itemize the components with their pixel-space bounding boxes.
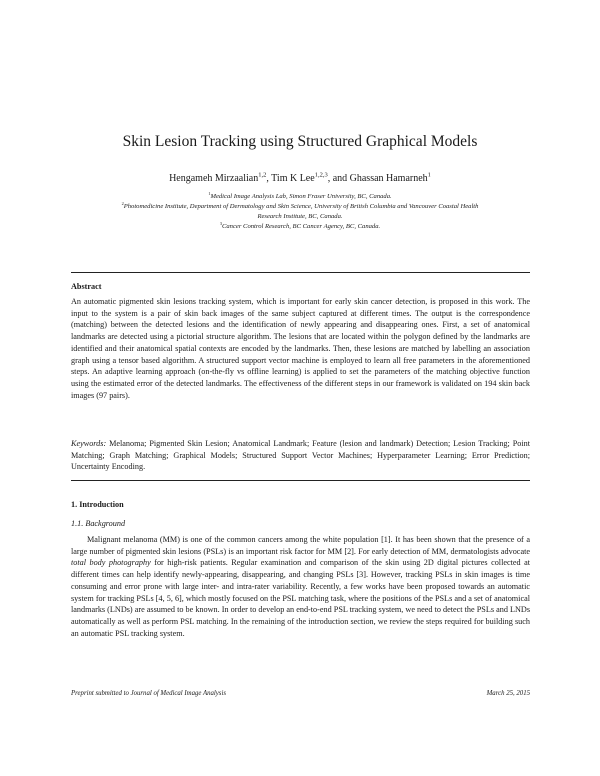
intro-emphasis: total body photography xyxy=(71,558,151,568)
abstract-bottom-rule xyxy=(71,480,530,481)
author-affiliation-marker: 1,2,3 xyxy=(314,171,328,179)
author-name: Tim K Lee xyxy=(271,173,315,184)
subsection-heading-background: 1.1. Background xyxy=(71,519,126,528)
footer-preprint-note: Preprint submitted to Journal of Medical Image Analysis xyxy=(71,690,226,697)
affiliation-text: Research Institute, BC, Canada. xyxy=(257,213,343,220)
affiliation-marker: 3 xyxy=(219,220,222,226)
affiliation-marker: 1 xyxy=(208,190,211,196)
keywords-text: Melanoma; Pigmented Skin Lesion; Anatomical Landmark; Feature (lesion and landmark) Detection; Lesion Tracking; Point Matching; Graph Matching; Graphical Models; Structured Support Vector Machines; Hyperparameter Learning; Error Prediction; Uncertainty Encoding. xyxy=(71,439,530,472)
section-heading-introduction: 1. Introduction xyxy=(71,500,124,509)
author-name: Ghassan Hamarneh xyxy=(349,173,428,184)
affiliation xyxy=(0,202,600,212)
footer-date: March 25, 2015 xyxy=(486,690,530,697)
author-separator: , and xyxy=(327,173,350,184)
author-list xyxy=(0,173,600,184)
paper-title: Skin Lesion Tracking using Structured Graphical Models xyxy=(122,133,478,150)
affiliation-continuation xyxy=(0,212,600,222)
author-name: Hengameh Mirzaalian xyxy=(169,173,259,184)
abstract-top-rule xyxy=(71,272,530,273)
affiliations xyxy=(0,192,600,232)
affiliation xyxy=(0,222,600,232)
keywords xyxy=(71,438,530,473)
abstract-text: An automatic pigmented skin lesions tracking system, which is important for early skin cancer detection, is proposed in this work. The input to the system is a pair of skin back images of the same subject captured at different times. The output is the correspondence (matching) between the detected lesions and the identification of newly appearing and disappearing ones. First, a set of anatomical landmarks are detected using a pictorial structure algorithm. The lesions that are located within the polygon defined by the landmarks are identified and their anatomical spatial contexts are encoded by the landmarks. Then, these lesions are matched by labelling an association graph using a tensor based algorithm. A structured support vector machine is employed to learn all free parameters in the aforementioned steps. An adaptive learning approach (on-the-fly vs offline learning) is applied to set the parameters of the matching objective function using the estimated error of the detected landmarks. The effectiveness of the different steps in our framework is validated on 194 skin back images (97 pairs). xyxy=(71,297,530,400)
keywords-label: Keywords: xyxy=(71,439,107,448)
affiliation-text: Medical Image Analysis Lab, Simon Fraser University, BC, Canada. xyxy=(210,193,392,200)
affiliation xyxy=(0,192,600,202)
affiliation-marker: 2 xyxy=(121,200,124,206)
author-affiliation-marker: 1 xyxy=(427,171,431,179)
affiliation-text: Photomedicine Institute, Department of Dermatology and Skin Science, University of British Columbia and Vancouver Coastal Health xyxy=(123,203,479,210)
author-separator: , xyxy=(266,173,272,184)
intro-text-part1: Malignant melanoma (MM) is one of the common cancers among the white population [1]. It has been shown that the presence of a large number of pigmented skin lesions (PSLs) is an important risk factor for MM [2]. For early detection of MM, dermatologists advocate xyxy=(71,535,530,556)
introduction-paragraph xyxy=(71,534,530,639)
affiliation-text: Cancer Control Research, BC Cancer Agency, BC, Canada. xyxy=(221,223,381,230)
author-affiliation-marker: 1,2 xyxy=(258,171,267,179)
abstract-heading: Abstract xyxy=(71,282,102,291)
intro-text-part2: for high-risk patients. Regular examination and comparison of the skin using 2D digital pictures collected at different times can help identify newly-appearing, disappearing, and changing PSLs [3]. However, tracking PSLs in skin images is time consuming and error prone with large inter- and intra-rater variability. Recently, a few works have been proposed towards an automatic system for tracking PSLs [4, 5, 6], which mostly focused on the PSL matching task, where the positions of the PSLs and a set of anatomical landmarks (LNDs) are assumed to be known. In order to develop an end-to-end PSL tracking system, we need to detect the PSLs and LNDs automatically as well as perform PSL matching. In the remaining of the introduction section, we review the steps required for building such an automatic PSL tracking system. xyxy=(71,558,531,638)
